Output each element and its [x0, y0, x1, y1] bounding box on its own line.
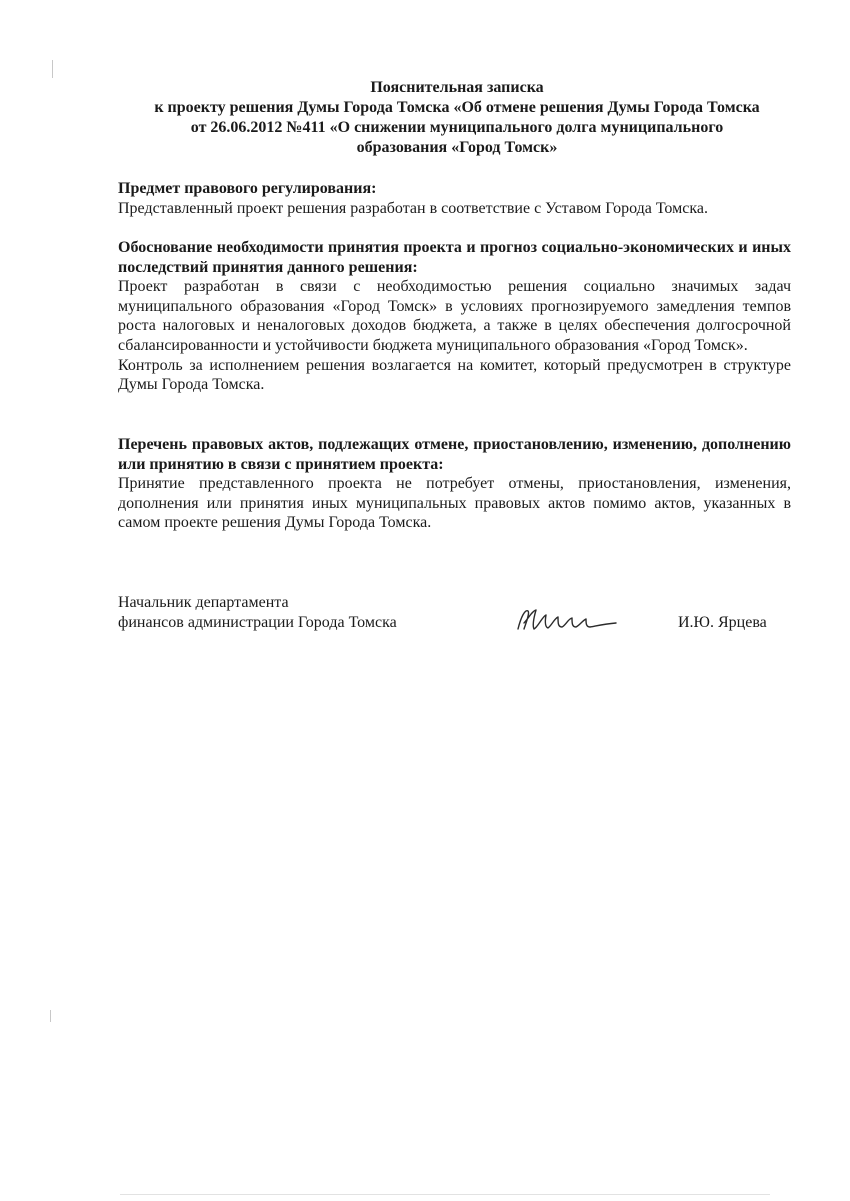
signature-block	[118, 593, 798, 638]
scan-artifact	[50, 1010, 51, 1022]
scan-artifact	[52, 60, 53, 78]
signatory-position-line: финансов администрации Города Томска	[118, 613, 397, 631]
signatory-name: И.Ю. Ярцева	[678, 614, 767, 631]
section-heading: Обоснование необходимости принятия проекта и прогноз социально-экономических и иных последствий принятия данного решения:	[118, 239, 791, 276]
handwritten-signature	[512, 603, 622, 635]
section-paragraph: Представленный проект решения разработан в соответствие с Уставом Города Томска.	[118, 199, 708, 217]
title-line: к проекту решения Думы Города Томска «Об отмене решения Думы Города Томска	[154, 99, 760, 116]
section-heading: Перечень правовых актов, подлежащих отмене, приостановлению, изменению, дополнению или принятию в связи с принятием проекта:	[118, 436, 791, 473]
section-paragraph: Контроль за исполнением решения возлагается на комитет, который предусмотрен в структуре Думы Города Томска.	[118, 356, 791, 394]
document-title	[118, 78, 796, 158]
signatory-position-line: Начальник департамента	[118, 594, 289, 611]
signatory-position	[118, 593, 458, 632]
section-legal-acts-list	[118, 435, 791, 533]
section-paragraph: Проект разработан в связи с необходимостью решения социально значимых задач муниципального образования «Город Томск» в условиях прогнозируемого замедления темпов роста налоговых и неналоговых доходов бюджета, а также в целях обеспечения долгосрочной сбалансированности и устойчивости бюджета муниципального образования «Город Томск».	[118, 278, 791, 354]
title-line: Пояснительная записка	[370, 79, 544, 96]
section-heading: Предмет правового регулирования:	[118, 180, 377, 197]
scan-artifact	[120, 1194, 770, 1195]
section-paragraph: Принятие представленного проекта не потребует отмены, приостановления, изменения, дополнения или принятия иных муниципальных правовых актов помимо актов, указанных в самом проекте решения Думы Города Томска.	[118, 475, 791, 532]
section-justification	[118, 238, 791, 395]
section-regulation-subject	[118, 179, 791, 218]
title-line: образования «Город Томск»	[356, 139, 558, 156]
title-line: от 26.06.2012 №411 «О снижении муниципального долга муниципального	[190, 119, 724, 136]
